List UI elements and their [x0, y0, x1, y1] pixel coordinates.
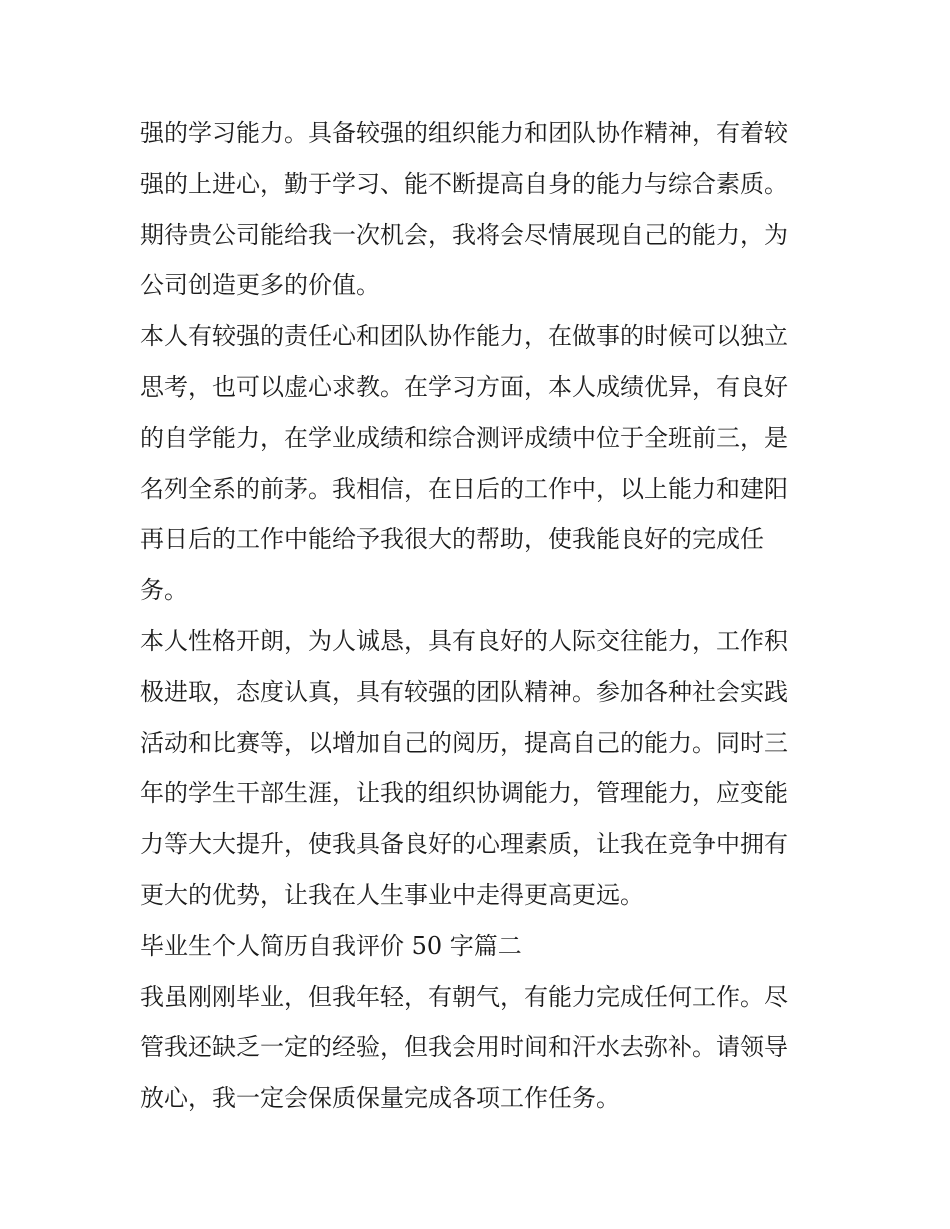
text-line: 力等大大提升，使我具备良好的心理素质，让我在竞争中拥有 — [140, 830, 788, 859]
text-line: 务。 — [140, 576, 188, 605]
text-line: 名列全系的前茅。我相信，在日后的工作中，以上能力和建阳 — [140, 474, 788, 503]
text-line: 放心，我一定会保质保量完成各项工作任务。 — [140, 1084, 620, 1113]
text-line: 再日后的工作中能给予我很大的帮助，使我能良好的完成任 — [140, 525, 764, 554]
paragraph-4 — [140, 972, 816, 1124]
text-line: 管我还缺乏一定的经验，但我会用时间和汗水去弥补。请领导 — [140, 1033, 788, 1062]
text-line: 期待贵公司能给我一次机会，我将会尽情展现自己的能力，为 — [140, 220, 788, 249]
paragraph-3 — [140, 616, 816, 921]
text-line: 更大的优势，让我在人生事业中走得更高更远。 — [140, 880, 644, 909]
text-line: 公司创造更多的价值。 — [140, 271, 380, 300]
text-line: 极进取，态度认真，具有较强的团队精神。参加各种社会实践 — [140, 677, 788, 706]
document-body — [140, 108, 816, 1124]
text-line: 的自学能力，在学业成绩和综合测评成绩中位于全班前三，是 — [140, 423, 788, 452]
text-line: 强的上进心，勤于学习、能不断提高自身的能力与综合素质。 — [140, 169, 788, 198]
paragraph-1 — [140, 108, 816, 311]
paragraph-2 — [140, 311, 816, 616]
heading-text: 毕业生个人简历自我评价 50 字篇二 — [140, 931, 522, 960]
section-heading — [140, 921, 816, 972]
text-line: 本人性格开朗，为人诚恳，具有良好的人际交往能力，工作积 — [140, 626, 788, 655]
text-line: 本人有较强的责任心和团队协作能力，在做事的时候可以独立 — [140, 322, 788, 351]
text-line: 思考，也可以虚心求教。在学习方面，本人成绩优异，有良好 — [140, 372, 788, 401]
text-line: 强的学习能力。具备较强的组织能力和团队协作精神，有着较 — [140, 119, 788, 147]
text-line: 活动和比赛等，以增加自己的阅历，提高自己的能力。同时三 — [140, 728, 788, 757]
text-line: 年的学生干部生涯，让我的组织协调能力，管理能力，应变能 — [140, 779, 788, 808]
text-line: 我虽刚刚毕业，但我年轻，有朝气，有能力完成任何工作。尽 — [140, 982, 788, 1011]
